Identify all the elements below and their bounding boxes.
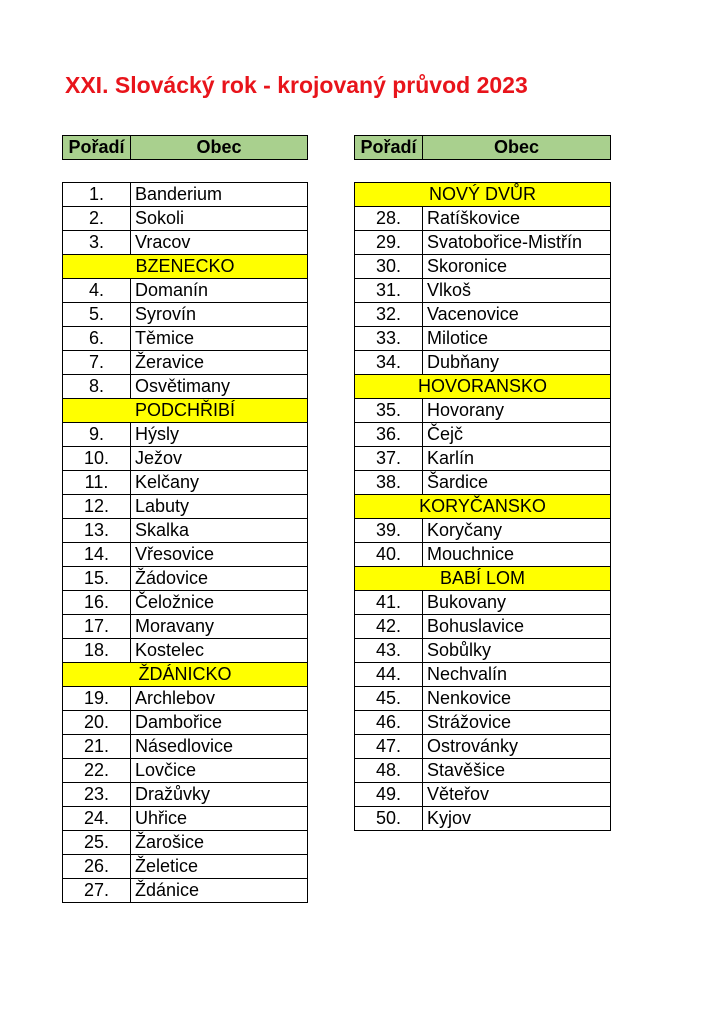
rank-cell: 36. xyxy=(355,423,423,447)
table-row xyxy=(355,663,611,687)
village-cell: Skoronice xyxy=(423,255,611,279)
table-row xyxy=(63,351,308,375)
rank-cell: 42. xyxy=(355,615,423,639)
village-cell: Strážovice xyxy=(423,711,611,735)
order-table-left xyxy=(62,182,308,903)
table-row xyxy=(355,543,611,567)
header-rank: Pořadí xyxy=(63,136,131,160)
rank-cell: 20. xyxy=(63,711,131,735)
table-row xyxy=(63,375,308,399)
rank-cell: 1. xyxy=(63,183,131,207)
rank-cell: 40. xyxy=(355,543,423,567)
village-cell: Syrovín xyxy=(131,303,308,327)
region-row xyxy=(355,495,611,519)
header-right xyxy=(354,135,611,160)
rank-cell: 10. xyxy=(63,447,131,471)
village-cell: Lovčice xyxy=(131,759,308,783)
table-row xyxy=(63,327,308,351)
village-cell: Hovorany xyxy=(423,399,611,423)
village-cell: Svatobořice-Mistřín xyxy=(423,231,611,255)
order-table-right-body xyxy=(355,183,611,831)
header-village: Obec xyxy=(131,136,308,160)
rank-cell: 21. xyxy=(63,735,131,759)
village-cell: Nechvalín xyxy=(423,663,611,687)
village-cell: Šardice xyxy=(423,471,611,495)
rank-cell: 14. xyxy=(63,543,131,567)
rank-cell: 2. xyxy=(63,207,131,231)
table-row xyxy=(355,639,611,663)
rank-cell: 44. xyxy=(355,663,423,687)
header-rank: Pořadí xyxy=(355,136,423,160)
rank-cell: 31. xyxy=(355,279,423,303)
village-cell: Stavěšice xyxy=(423,759,611,783)
table-row xyxy=(355,399,611,423)
village-cell: Želetice xyxy=(131,855,308,879)
header-left xyxy=(62,135,308,160)
table-row xyxy=(63,879,308,903)
table-row xyxy=(63,783,308,807)
table-row xyxy=(355,783,611,807)
rank-cell: 7. xyxy=(63,351,131,375)
rank-cell: 12. xyxy=(63,495,131,519)
order-table-right xyxy=(354,182,611,831)
table-row xyxy=(63,231,308,255)
table-row xyxy=(355,447,611,471)
village-cell: Nenkovice xyxy=(423,687,611,711)
table-row xyxy=(355,327,611,351)
village-cell: Osvětimany xyxy=(131,375,308,399)
village-cell: Milotice xyxy=(423,327,611,351)
village-cell: Ostrovánky xyxy=(423,735,611,759)
village-cell: Koryčany xyxy=(423,519,611,543)
village-cell: Uhřice xyxy=(131,807,308,831)
rank-cell: 49. xyxy=(355,783,423,807)
rank-cell: 24. xyxy=(63,807,131,831)
table-row xyxy=(63,207,308,231)
rank-cell: 23. xyxy=(63,783,131,807)
table-row xyxy=(63,687,308,711)
village-cell: Mouchnice xyxy=(423,543,611,567)
village-cell: Sobůlky xyxy=(423,639,611,663)
table-row xyxy=(355,591,611,615)
table-row xyxy=(63,279,308,303)
village-cell: Domanín xyxy=(131,279,308,303)
rank-cell: 11. xyxy=(63,471,131,495)
village-cell: Kostelec xyxy=(131,639,308,663)
region-name: BABÍ LOM xyxy=(355,567,611,591)
village-cell: Čeložnice xyxy=(131,591,308,615)
table-row xyxy=(355,759,611,783)
rank-cell: 5. xyxy=(63,303,131,327)
rank-cell: 34. xyxy=(355,351,423,375)
table-row xyxy=(355,519,611,543)
village-cell: Dubňany xyxy=(423,351,611,375)
rank-cell: 19. xyxy=(63,687,131,711)
table-row xyxy=(63,495,308,519)
village-cell: Ždánice xyxy=(131,879,308,903)
table-row xyxy=(355,303,611,327)
table-row xyxy=(63,639,308,663)
table-row xyxy=(355,423,611,447)
village-cell: Dražůvky xyxy=(131,783,308,807)
village-cell: Bohuslavice xyxy=(423,615,611,639)
table-row xyxy=(63,735,308,759)
region-row xyxy=(63,399,308,423)
rank-cell: 50. xyxy=(355,807,423,831)
table-row xyxy=(63,519,308,543)
table-row xyxy=(63,567,308,591)
table-row xyxy=(63,303,308,327)
rank-cell: 39. xyxy=(355,519,423,543)
rank-cell: 26. xyxy=(63,855,131,879)
header-village: Obec xyxy=(423,136,611,160)
table-row xyxy=(63,591,308,615)
village-cell: Archlebov xyxy=(131,687,308,711)
village-cell: Skalka xyxy=(131,519,308,543)
region-row xyxy=(355,375,611,399)
table-row xyxy=(355,615,611,639)
region-name: HOVORANSKO xyxy=(355,375,611,399)
rank-cell: 46. xyxy=(355,711,423,735)
region-row xyxy=(355,183,611,207)
rank-cell: 25. xyxy=(63,831,131,855)
table-row xyxy=(355,687,611,711)
rank-cell: 18. xyxy=(63,639,131,663)
rank-cell: 27. xyxy=(63,879,131,903)
region-name: PODCHŘIBÍ xyxy=(63,399,308,423)
rank-cell: 4. xyxy=(63,279,131,303)
table-row xyxy=(355,471,611,495)
region-name: ŽDÁNICKO xyxy=(63,663,308,687)
rank-cell: 28. xyxy=(355,207,423,231)
table-row xyxy=(355,711,611,735)
rank-cell: 22. xyxy=(63,759,131,783)
rank-cell: 38. xyxy=(355,471,423,495)
village-cell: Hýsly xyxy=(131,423,308,447)
rank-cell: 13. xyxy=(63,519,131,543)
village-cell: Žarošice xyxy=(131,831,308,855)
rank-cell: 30. xyxy=(355,255,423,279)
rank-cell: 8. xyxy=(63,375,131,399)
village-cell: Věteřov xyxy=(423,783,611,807)
region-name: BZENECKO xyxy=(63,255,308,279)
rank-cell: 43. xyxy=(355,639,423,663)
table-row xyxy=(63,543,308,567)
table-row xyxy=(355,735,611,759)
rank-cell: 9. xyxy=(63,423,131,447)
table-row xyxy=(355,279,611,303)
region-name: KORYČANSKO xyxy=(355,495,611,519)
village-cell: Vracov xyxy=(131,231,308,255)
village-cell: Těmice xyxy=(131,327,308,351)
rank-cell: 3. xyxy=(63,231,131,255)
village-cell: Vacenovice xyxy=(423,303,611,327)
region-row xyxy=(355,567,611,591)
village-cell: Žádovice xyxy=(131,567,308,591)
table-row xyxy=(355,231,611,255)
order-table-left-body xyxy=(63,183,308,903)
village-cell: Ratíškovice xyxy=(423,207,611,231)
village-cell: Kelčany xyxy=(131,471,308,495)
village-cell: Vřesovice xyxy=(131,543,308,567)
region-row xyxy=(63,255,308,279)
table-row xyxy=(63,471,308,495)
table-row xyxy=(355,207,611,231)
village-cell: Čejč xyxy=(423,423,611,447)
village-cell: Ježov xyxy=(131,447,308,471)
table-row xyxy=(355,807,611,831)
rank-cell: 17. xyxy=(63,615,131,639)
village-cell: Vlkoš xyxy=(423,279,611,303)
table-row xyxy=(63,759,308,783)
village-cell: Dambořice xyxy=(131,711,308,735)
table-row xyxy=(63,423,308,447)
rank-cell: 41. xyxy=(355,591,423,615)
village-cell: Banderium xyxy=(131,183,308,207)
village-cell: Bukovany xyxy=(423,591,611,615)
region-name: NOVÝ DVŮR xyxy=(355,183,611,207)
village-cell: Karlín xyxy=(423,447,611,471)
table-row xyxy=(63,855,308,879)
village-cell: Žeravice xyxy=(131,351,308,375)
table-row xyxy=(63,615,308,639)
rank-cell: 6. xyxy=(63,327,131,351)
rank-cell: 37. xyxy=(355,447,423,471)
page-title: XXI. Slovácký rok - krojovaný průvod 2023 xyxy=(65,72,528,98)
table-row xyxy=(63,807,308,831)
rank-cell: 45. xyxy=(355,687,423,711)
rank-cell: 15. xyxy=(63,567,131,591)
table-row xyxy=(63,831,308,855)
village-cell: Násedlovice xyxy=(131,735,308,759)
region-row xyxy=(63,663,308,687)
table-row xyxy=(63,183,308,207)
rank-cell: 33. xyxy=(355,327,423,351)
village-cell: Moravany xyxy=(131,615,308,639)
rank-cell: 32. xyxy=(355,303,423,327)
rank-cell: 29. xyxy=(355,231,423,255)
table-row xyxy=(63,447,308,471)
rank-cell: 48. xyxy=(355,759,423,783)
village-cell: Kyjov xyxy=(423,807,611,831)
rank-cell: 16. xyxy=(63,591,131,615)
village-cell: Sokoli xyxy=(131,207,308,231)
table-row xyxy=(63,711,308,735)
table-row xyxy=(355,255,611,279)
table-row xyxy=(355,351,611,375)
rank-cell: 35. xyxy=(355,399,423,423)
rank-cell: 47. xyxy=(355,735,423,759)
village-cell: Labuty xyxy=(131,495,308,519)
